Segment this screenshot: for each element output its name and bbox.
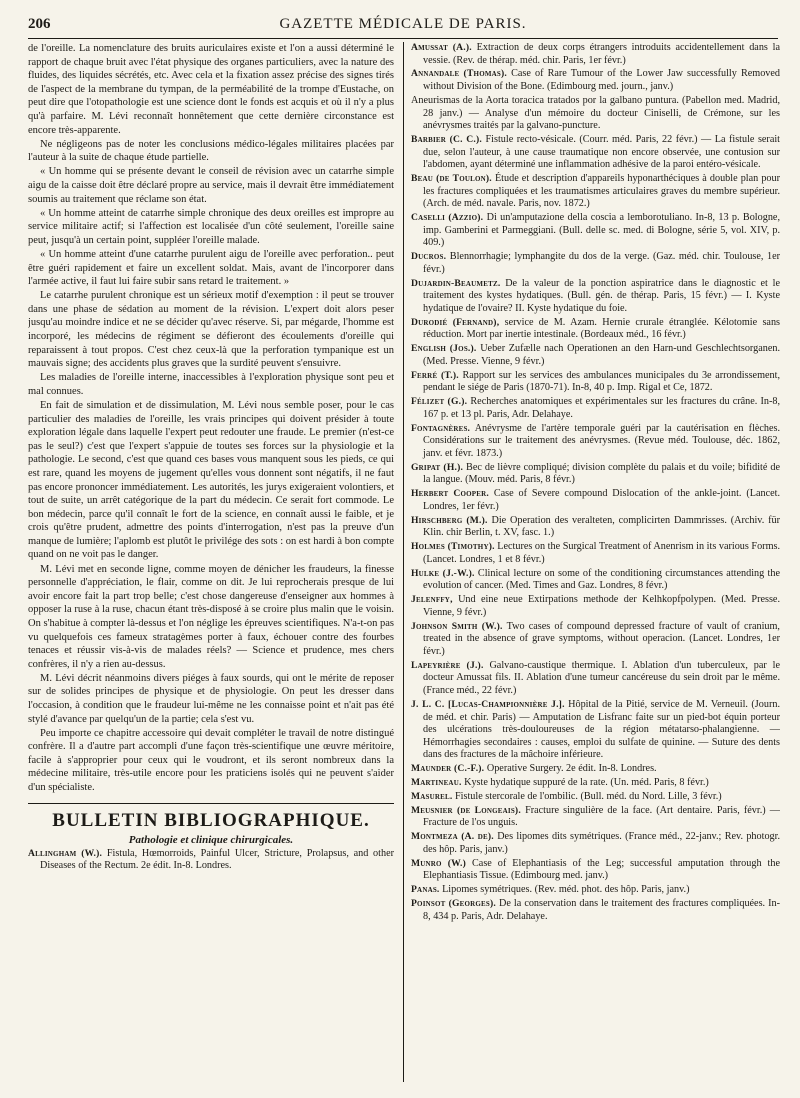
entry-author: Ducros. bbox=[411, 251, 447, 263]
entry-author: J. L. C. [Lucas-Championnière J.]. bbox=[411, 698, 565, 710]
page-header bbox=[28, 14, 778, 36]
entry-text: De la conservation dans le traitement des fractures compliquées. In-8, 434 p. Paris, Adr. Delahaye. bbox=[423, 898, 780, 922]
entry-text: Operative Surgery. 2e édit. In-8. Londres. bbox=[486, 763, 657, 775]
entry-author: Gripat (H.). bbox=[411, 461, 464, 473]
paragraph: « Un homme atteint d'une catarrhe purulent aigu de l'oreille avec perforation.. peut être guéri rapidement et faire un excellent soldat. Mais, avant de l'incorporer dans l'armée active, il faut lui faire subir sans retard le traitement. » bbox=[28, 248, 394, 288]
entry-text: Und eine neue Extirpations methode der Kelhkopfpolypen. (Med. Presse. Vienne, 9 févr.) bbox=[423, 594, 780, 618]
entry-text: Ueber Zufælle nach Operationen an den Harn-und Geschlechtsorganen. (Med. Presse. Vienne, 9 févr.) bbox=[423, 343, 780, 367]
entry-author: Martineau. bbox=[411, 777, 462, 789]
entry-author: Jelenffy, bbox=[411, 594, 453, 606]
entry-text: Fistula, Hœmorroids, Painful Ulcer, Stricture, Prolapsus, and other Diseases of the Rectum. 2e édit. In-8. Londres. bbox=[40, 847, 394, 872]
paragraph: Ne négligeons pas de noter les conclusions médico-légales militaires placées par l'auteur à la suite de chaque étude partielle. bbox=[28, 138, 394, 164]
bulletin-title: BULLETIN BIBLIOGRAPHIQUE. bbox=[52, 809, 370, 831]
bibliography-entry bbox=[411, 515, 780, 540]
entry-author: Annandale (Thomas). bbox=[411, 68, 507, 80]
entry-text: Galvano-caustique thermique. I. Ablation d'un tuberculeux, par le docteur Amussat fils. II. Ablation d'une tumeur cancéreuse du sein droit par le même. (France méd., 22 févr.) bbox=[423, 659, 780, 697]
entry-text: Lipomes symétriques. (Rev. méd. phot. des hôp. Paris, janv.) bbox=[442, 884, 690, 896]
entry-text: Aneurismas de la Aorta toracica tratados por la galbano puntura. (Pabellon med. Madrid, 28 janv.) — Analyse d'un mémoire du docteur Ciniselli, de Crémone, sur les anévrysmes traités par la galvano-puncture. bbox=[411, 94, 780, 132]
bibliography-entry bbox=[28, 848, 394, 873]
entry-author: Ferré (T.). bbox=[411, 369, 459, 381]
bibliography-entry bbox=[411, 423, 780, 461]
entry-text: Blennorrhagie; lymphangite du dos de la verge. (Gaz. méd. chir. Toulouse, 1er févr.) bbox=[423, 251, 780, 275]
bibliography-entry bbox=[411, 42, 780, 67]
bibliography-entry bbox=[411, 95, 780, 133]
paragraph: En fait de simulation et de dissimulation, M. Lévi nous semble poser, pour le cas particulier des maladies de l'oreille, les vrais principes qui doivent présider à toute exploration légale dans laquelle l'expert peut redouter une fraude. Le premier (n'est-ce pas le seul?) c'est que l'expert s'appuie de toutes ses forces sur la physiologie et la pathologie. Le second, c'est que quand ces bases vous manquent sous les pieds, ce qui est rare, quand les moyens de jugement qu'elles vous donnent sont négatifs, il ne faut pas encore prononcer immédiatement. Les autorités, les jurys exigeraient volontiers, et tout de suite, un arrêt catégorique de la part du médecin. Ce serait fort commode. Le bon médecin, parce qu'il connaît le fort de la science, en connaît aussi le faible, et je crois qu'être prudent, admettre des points d'interrogation, n'est pas la preuve d'un manque de lumière; l'aplomb est plutôt le privilége des sots : on est hardi à bon compte quand on ne voit pas le danger. bbox=[28, 399, 394, 561]
entry-author: Durodié (Fernand), bbox=[411, 316, 500, 328]
entry-author: Johnson Smith (W.). bbox=[411, 620, 503, 632]
paragraph: M. Lévi met en seconde ligne, comme moyen de dénicher les fraudeurs, la finesse personnelle d'appréciation, le flair, comme on dit. Je lui reprocherais presque de lui avoir encore fait la part trop belle; c'est chose dangereuse d'enseigner aux hommes à opposer la ruse à la ruse, chacun étant très-disposé à se croire plus malin que le voisin. On s'habitue à compter là-dessus et l'on néglige les épreuves scientifiques. N'a-t-on pas vu quelquefois ces fameux stratagèmes porter à faux, échouer contre des fourbes tenaces et réussir vis-à-vis de malades réels? — Science et prudence, mes chers confrères, il n'y a rien au-dessus. bbox=[28, 563, 394, 670]
entry-author: Herbert Cooper. bbox=[411, 488, 489, 500]
entry-text: De la valeur de la ponction aspiratrice dans le diagnostic et le traitement des kystes hydatiques. (Bull. gén. de thérap. Paris, 15 févr.) — I. Kyste hydatique de l'ovaire? II. Kyste hydatique du foie. bbox=[423, 277, 780, 314]
bibliography-entry bbox=[411, 763, 780, 776]
bibliography-entry bbox=[411, 317, 780, 342]
bibliography-entry bbox=[411, 777, 780, 790]
bulletin-subtitle: Pathologie et clinique chirurgicales. bbox=[128, 833, 294, 846]
entry-text: Anévrysme de l'artère temporale guéri par la cautérisation en flèches. Considérations sur le traitement des anévrysmes. (Revue méd. Toulouse, déc. 1862, janv. et févr. 1873.) bbox=[423, 422, 780, 459]
entry-text: Rapport sur les services des ambulances municipales du 3e arrondissement, pendant le siége de Paris (1870-71). In-8, 40 p. Imp. Rigal et Ce, 1872. bbox=[423, 369, 780, 394]
entry-text: Case of Rare Tumour of the Lower Jaw successfully Removed without Division of the Bone. (Edimbourg med. journ., janv.) bbox=[423, 68, 780, 93]
bibliography-entry bbox=[411, 212, 780, 250]
bibliography-entry bbox=[411, 699, 780, 762]
paragraph: de l'oreille. La nomenclature des bruits auriculaires existe et l'on a aussi déterminé le rapport de chaque bruit avec l'état physique des organes particuliers, avec la nature des fluides, des liquides sécrétés, etc. Avec cela et la fixation assez précise des signes tirés de l'aspect de la membrane du tympan, de la perméabilité de la trompe d'Eustache, on peut dire que l'otopathologie est une science dont le fonds est acquis et où il n'y a plus qu'à parfaire. M. Lévi reconnaît honnêtement que cette dernière circonstance est encore très-apparente. bbox=[28, 43, 394, 136]
page-number: 206 bbox=[28, 16, 51, 32]
entry-text: Case of Severe compound Dislocation of the ankle-joint. (Lancet. Londres, 1er févr.) bbox=[423, 488, 780, 512]
bibliography-entry bbox=[411, 251, 780, 276]
bibliography-entry bbox=[411, 621, 780, 659]
running-title: GAZETTE MÉDICALE DE PARIS. bbox=[279, 16, 527, 32]
bibliography-entry bbox=[411, 660, 780, 698]
entry-text: Fracture singulière de la face. (Art dentaire. Paris, févr.) — Fracture de l'os unguis. bbox=[423, 804, 780, 829]
entry-author: Meusnier (de Longeais). bbox=[411, 804, 521, 816]
entry-author: Hirschberg (M.). bbox=[411, 514, 488, 526]
bibliography-entry bbox=[411, 594, 780, 619]
bibliography-entry bbox=[411, 343, 780, 368]
entry-text: Kyste hydatique suppuré de la rate. (Un. méd. Paris, 8 févr.) bbox=[464, 777, 709, 789]
paragraph: Le catarrhe purulent chronique est un sérieux motif d'exemption : il peut se trouver dans une phase de sédation au moment de la révision. L'expert doit alors peser jusqu'au moindre indice et ne se décider qu'avec réserve. Si, par mégarde, l'homme est incorporé, les médecins de régiment se défieront des écoulements d'oreille qui reparaissent à tout propos. C'est chez ceux-là que la perforation tympanique est un mauvais signe; des accidents plus graves que la surdité peuvent s'ensuivre. bbox=[28, 290, 394, 370]
paragraph: « Un homme qui se présente devant le conseil de révision avec un catarrhe simple aigu de la caisse doit être déclaré propre au service, mais il devrait être immédiatement soumis au traitement que réclame son état. bbox=[28, 166, 394, 205]
entry-text: Extraction de deux corps étrangers introduits accidentellement dans la vessie. (Rev. de thérap. méd. chir. Paris, 1er févr.) bbox=[423, 42, 780, 66]
entry-author: Dujardin-Beaumetz. bbox=[411, 277, 501, 289]
entry-author: English (Jos.). bbox=[411, 343, 477, 355]
entry-author: Maunder (C.-F.). bbox=[411, 763, 485, 775]
entry-author: Amussat (A.). bbox=[411, 42, 472, 53]
entry-author: Holmes (Timothy). bbox=[411, 541, 495, 553]
column-rule bbox=[403, 42, 404, 1082]
entry-text: service de M. Azam. Hernie crurale étranglée. Kélotomie sans réduction. Mort par inertie intestinale. (Bordeaux méd., 16 févr.) bbox=[423, 316, 780, 341]
entry-text: Lectures on the Surgical Treatment of Anenrism in its various Forms. (Lancet. Londres, 1 et 8 févr.) bbox=[423, 541, 780, 565]
entry-text: Fistule recto-vésicale. (Courr. méd. Paris, 22 févr.) — La fistule serait due, selon l'auteur, à une cause traumatique non encore observée, une contusion sur l'abdomen, ayant déterminé une inflammation adhésive de la paroi entéro-vésicale. bbox=[423, 134, 780, 171]
bibliography-entry bbox=[411, 541, 780, 566]
entry-text: Di un'amputazione della coscia a lemborotuliano. In-8, 13 p. Bologne, imp. Gamberini et Parmeggiani. (Bull. delle sc. med. di Bologne, série 5, vol. XIV, p. 409.) bbox=[423, 212, 780, 249]
bibliography-entry bbox=[411, 370, 780, 395]
entry-author: Lapeyrière (J.). bbox=[411, 659, 484, 671]
bibliography-entry bbox=[411, 278, 780, 316]
paragraph: « Un homme atteint de catarrhe simple chronique des deux oreilles est impropre au service militaire actif; si l'affection est localisée d'un côté seulement, l'oreille saine peut, jusqu'à un certain point, suppléer l'oreille malade. bbox=[28, 207, 394, 246]
bibliography-entry bbox=[411, 858, 780, 883]
entry-text: Clinical lecture on some of the conditioning circumstances attending the evolution of cancer. (Med. Times and Gaz. Londres, 8 févr.) bbox=[423, 567, 780, 592]
entry-author: Montmeza (A. de). bbox=[411, 831, 494, 843]
entry-text: Étude et description d'appareils hyponarthéciques à double plan pour les fractures compliquées et les traumatismes articulaires graves du membre supérieur. (Arch. de méd. navale. Paris, nov. 1872.) bbox=[423, 173, 780, 210]
entry-author: Panas. bbox=[411, 884, 440, 896]
entry-author: Fontagnères. bbox=[411, 422, 471, 434]
entry-text: Die Operation des veralteten, complicirten Dammrisses. (Archiv. für Klin. chir Berlin, t. XV, fasc. 1.) bbox=[423, 514, 780, 539]
paragraph: M. Lévi décrit néanmoins divers piéges à faux sourds, qui ont le mérite de reposer sur de solides principes de physique et de physiologie. On peut les dresser dans l'occasion, à condition que le fraudeur lui-même ne les connaisse point et n'ait pas été stylé d'avance par quelqu'un de la partie; cela s'est vu. bbox=[28, 672, 394, 725]
bibliography-entry bbox=[411, 68, 780, 93]
right-column bbox=[411, 42, 780, 1088]
left-column bbox=[28, 42, 394, 1088]
entry-text: Hôpital de la Pitié, service de M. Verneuil. (Journ. de méd. et chir. Paris) — Amputation de Lisfranc faite sur un pied-bot équin porteur des ulcérations très-douloureuses de la région métatarso-phalangienne. — Hémorrhagies secondaires : causes, emploi du sulfate de quinine. — Suture des dents dans des fractures de la mâchoire inférieure. bbox=[423, 698, 780, 761]
entry-text: Des lipomes dits symétriques. (France méd., 22-janv.; Rev. photogr. des hôp. Paris, janv.) bbox=[423, 831, 780, 855]
bibliography-entry bbox=[411, 568, 780, 593]
bibliography-entry bbox=[411, 791, 780, 804]
header-rule bbox=[28, 38, 778, 39]
bibliography-entry bbox=[411, 805, 780, 830]
entry-text: Case of Elephantiasis of the Leg; successful amputation through the Elephantiasis Tissue. (Edimbourg med. janv.) bbox=[423, 857, 780, 882]
bibliography-entry bbox=[411, 831, 780, 856]
entry-author: Beau (de Toulon). bbox=[411, 173, 492, 185]
entry-author: Masurel. bbox=[411, 790, 453, 802]
entry-author: Caselli (Azzio). bbox=[411, 212, 484, 224]
entry-text: Bec de lièvre compliqué; division complète du palais et du voile; bifidité de la langue. (Mouv. méd. Paris, 8 févr.) bbox=[423, 461, 780, 486]
bibliography-entry bbox=[411, 488, 780, 513]
bibliography-entry bbox=[411, 173, 780, 211]
entry-author: Barbier (C. C.). bbox=[411, 134, 482, 146]
bibliography-entry bbox=[411, 396, 780, 421]
bibliography-entry bbox=[411, 462, 780, 487]
paragraph: Les maladies de l'oreille interne, inaccessibles à l'exploration physique sont peu et mal connues. bbox=[28, 372, 394, 397]
entry-author: Munro (W.) bbox=[411, 857, 467, 869]
bibliography-entry bbox=[411, 134, 780, 172]
bibliography-entry bbox=[411, 898, 780, 923]
entry-author: Poinsot (Georges). bbox=[411, 898, 496, 910]
paragraph: Peu importe ce chapitre accessoire qui devait compléter le travail de notre distingué confrère. Il a d'autre part accompli d'une façon très-scientifique une œuvre méritoire, facile à s'approprier pour ceux qui le voudront, et ils seront nombreux dans la médecine militaire, très-utile encore pour les praticiens isolés qui ne peuvent s'aider d'un spécialiste. bbox=[28, 727, 394, 794]
bibliography-entry bbox=[411, 884, 780, 897]
entry-author: Félizet (G.). bbox=[411, 396, 468, 408]
entry-text: Fistule stercorale de l'ombilic. (Bull. méd. du Nord. Lille, 3 févr.) bbox=[455, 790, 722, 802]
entry-author: Allingham (W.). bbox=[28, 847, 103, 859]
section-separator bbox=[28, 803, 394, 804]
entry-text: Recherches anatomiques et expérimentales sur les fractures du crâne. In-8, 167 p. et 13 pl. Paris, Adr. Delahaye. bbox=[423, 396, 780, 420]
entry-text: Two cases of compound depressed fracture of vault of cranium, treated in the absence of grave symptoms, without operacion. (Lancet. Londres, 1er févr.) bbox=[423, 620, 780, 657]
entry-author: Hulke (J.-W.). bbox=[411, 567, 475, 579]
